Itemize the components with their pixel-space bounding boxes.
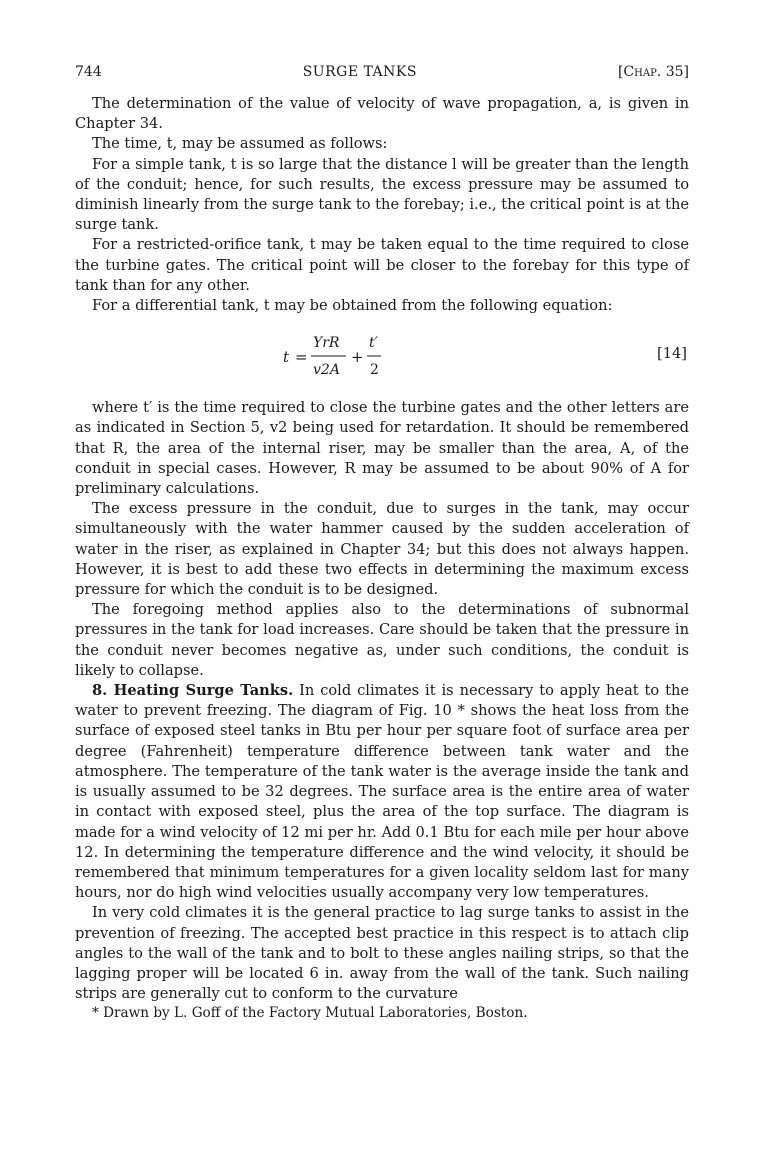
paragraph: For a simple tank, t is so large that the distance l will be greater than the length of the conduit; hence, for such results, the excess pressure may be assumed to diminish linearly from the surge tank to the forebay; i.e., the critical point is at the surge tank.	[75, 155, 689, 234]
paragraph: For a restricted-orifice tank, t may be taken equal to the time required to close the turbine gates. The critical point will be closer to the forebay for this type of tank than for any other.	[75, 236, 689, 294]
paragraph: The time, t, may be assumed as follows:	[92, 135, 388, 153]
paragraph: For a differential tank, t may be obtained from the following equation:	[92, 297, 613, 315]
equation-frac2-numerator: t′	[369, 335, 378, 352]
page-body	[75, 62, 689, 1022]
equation-number: [14]	[657, 345, 687, 363]
paragraph: The foregoing method applies also to the determinations of subnormal pressures in the tank for load increases. Care should be taken that the pressure in the conduit never becomes negative as, under such conditions, the conduit is likely to collapse.	[75, 601, 689, 679]
equation-equals: =	[295, 348, 308, 367]
section-text: In cold climates it is necessary to apply heat to the water to prevent freezing. The diagram of Fig. 10 * shows the heat loss from the surface of exposed steel tanks in Btu per hour per square foot of surface area per degree (Fahrenheit) temperature difference between tank water and the atmosphere. The temperature of the tank water is the average inside the tank and is usually assumed to be 32 degrees. The surface area is the entire area of water in contact with exposed steel, plus the area of the top surface. The diagram is made for a wind velocity of 12 mi per hr. Add 0.1 Btu for each mile per hour above 12. In determining the temperature difference and the wind velocity, it should be remembered that minimum temperatures for a given locality seldom last for many hours, nor do high wind velocities usually accompany very low temperatures.	[75, 682, 690, 902]
footnote: * Drawn by L. Goff of the Factory Mutual Laboratories, Boston.	[92, 1005, 528, 1022]
paragraph: The determination of the value of velocity of wave propagation, a, is given in Chapter 34.	[75, 95, 689, 133]
chapter-label: [Chap. 35]	[617, 64, 689, 80]
equation-lhs: t	[283, 348, 290, 367]
equation-frac1-numerator: YrR	[313, 335, 340, 352]
section-paragraph	[75, 681, 689, 903]
page-header	[75, 62, 689, 82]
equation-14	[75, 318, 689, 394]
running-title: SURGE TANKS	[302, 64, 417, 80]
paragraph: In very cold climates it is the general practice to lag surge tanks to assist in the prevention of freezing. The accepted best practice in this respect is to attach clip angles to the wall of the tank and to bolt to these angles nailing strips, so that the lagging proper will be located 6 in. away from the wall of the tank. Such nailing strips are generally cut to conform to the curvature	[75, 904, 689, 1003]
equation-frac1-denominator: v2A	[313, 362, 340, 379]
paragraph: The excess pressure in the conduit, due to surges in the tank, may occur simultaneously with the water hammer caused by the sudden acceleration of water in the riser, as explained in Chapter 34; but this does not always happen. However, it is best to add these two effects in determining the maximum excess pressure for which the conduit is to be designed.	[75, 500, 689, 599]
equation-frac2-denominator: 2	[370, 362, 379, 379]
equation-graphic	[75, 318, 689, 394]
page-number: 744	[75, 64, 102, 80]
equation-plus: +	[351, 348, 364, 367]
section-heading: 8. Heating Surge Tanks.	[92, 682, 294, 700]
paragraph: where t′ is the time required to close the turbine gates and the other letters are as indicated in Section 5, v2 being used for retardation. It should be remembered that R, the area of the internal riser, may be smaller than the area, A, of the conduit in special cases. However, R may be assumed to be about 90% of A for preliminary calculations.	[75, 399, 689, 498]
